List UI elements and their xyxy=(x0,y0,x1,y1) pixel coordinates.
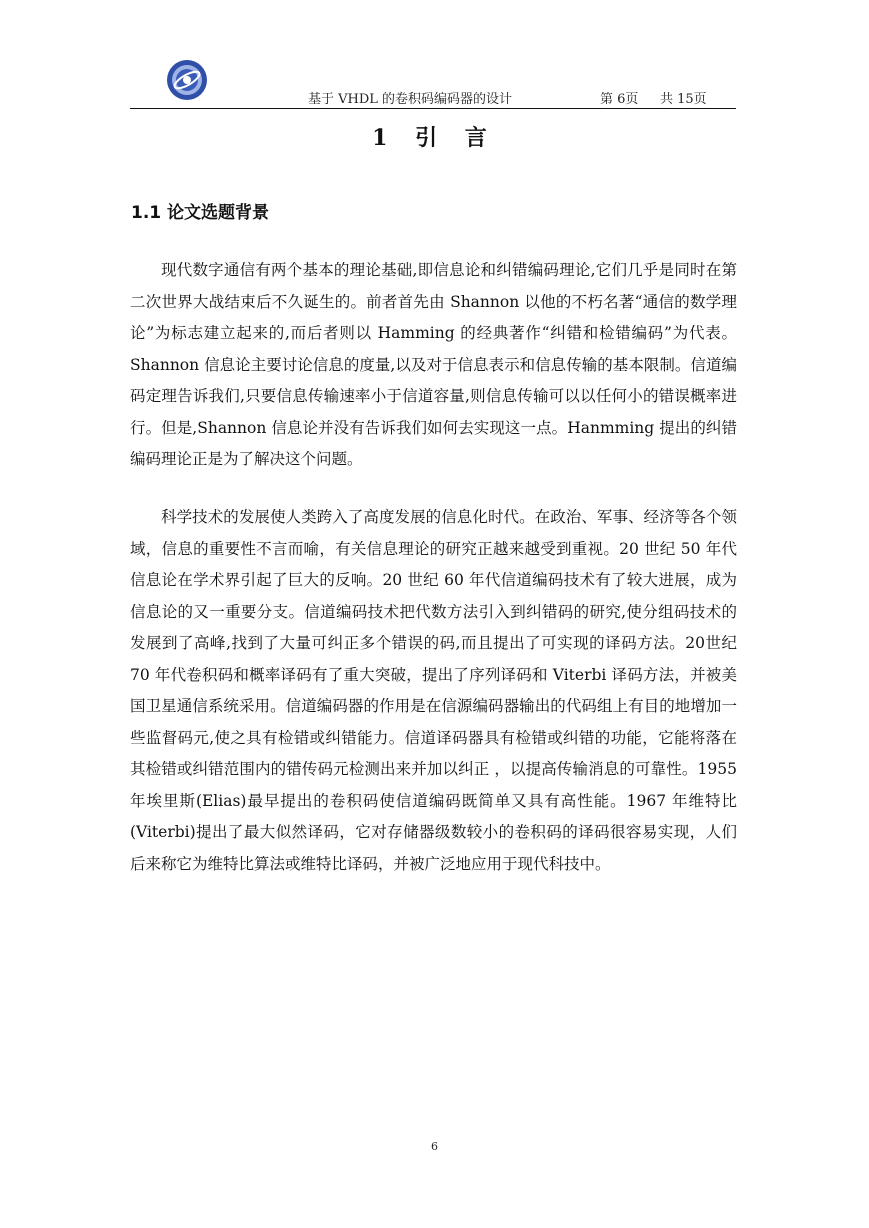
section-heading: 1.1 论文选题背景 xyxy=(131,203,270,223)
chapter-title: 1 引 言 xyxy=(372,125,497,151)
page-number: 6 xyxy=(431,1140,438,1153)
running-header xyxy=(130,86,736,108)
header-divider xyxy=(130,108,736,109)
header-title: 基于 VHDL 的卷积码编码器的设计 xyxy=(308,92,513,107)
header-page-label: 第 6页 xyxy=(600,92,639,107)
body-paragraph: 科学技术的发展使人类跨入了高度发展的信息化时代。在政治、军事、经济等各个领域，信息的重要性不言而喻，有关信息理论的研究正越来越受到重视。20 世纪 50 年代信息论在学术界引起了巨大的反响。20 世纪 60 年代信道编码技术有了较大进展，成为信息论的又一重要分支。信道编码技术把代数方法引入到纠错码的研究,使分组码技术的发展到了高峰,找到了大量可纠正多个错误的码,而且提出了可实现的译码方法。20世纪 70 年代卷积码和概率译码有了重大突破，提出了序列译码和 Viterbi 译码方法，并被美国卫星通信系统采用。信道编码器的作用是在信源编码器输出的代码组上有目的地增加一些监督码元,使之具有检错或纠错能力。信道译码器具有检错或纠错的功能，它能将落在其检错或纠错范围内的错传码元检测出来并加以纠正 ，以提高传输消息的可靠性。1955 年埃里斯(Elias)最早提出的卷积码使信道编码既简单又具有高性能。1967 年维特比(Viterbi)提出了最大似然译码，它对存储器级数较小的卷积码的译码很容易实现，人们后来称它为维特比算法或维特比译码，并被广泛地应用于现代科技中。 xyxy=(130,508,737,873)
header-total-pages: 共 15页 xyxy=(660,92,707,107)
body-paragraph: 现代数字通信有两个基本的理论基础,即信息论和纠错编码理论,它们几乎是同时在第二次世界大战结束后不久诞生的。前者首先由 Shannon 以他的不朽名著“通信的数学理论”为标志建立起来的,而后者则以 Hamming 的经典著作“纠错和检错编码”为代表。Shannon 信息论主要讨论信息的度量,以及对于信息表示和信息传输的基本限制。信道编码定理告诉我们,只要信息传输速率小于信道容量,则信息传输可以以任何小的错误概率进行。但是,Shannon 信息论并没有告诉我们如何去实现这一点。Hanmming 提出的纠错编码理论正是为了解决这个问题。 xyxy=(130,261,737,468)
